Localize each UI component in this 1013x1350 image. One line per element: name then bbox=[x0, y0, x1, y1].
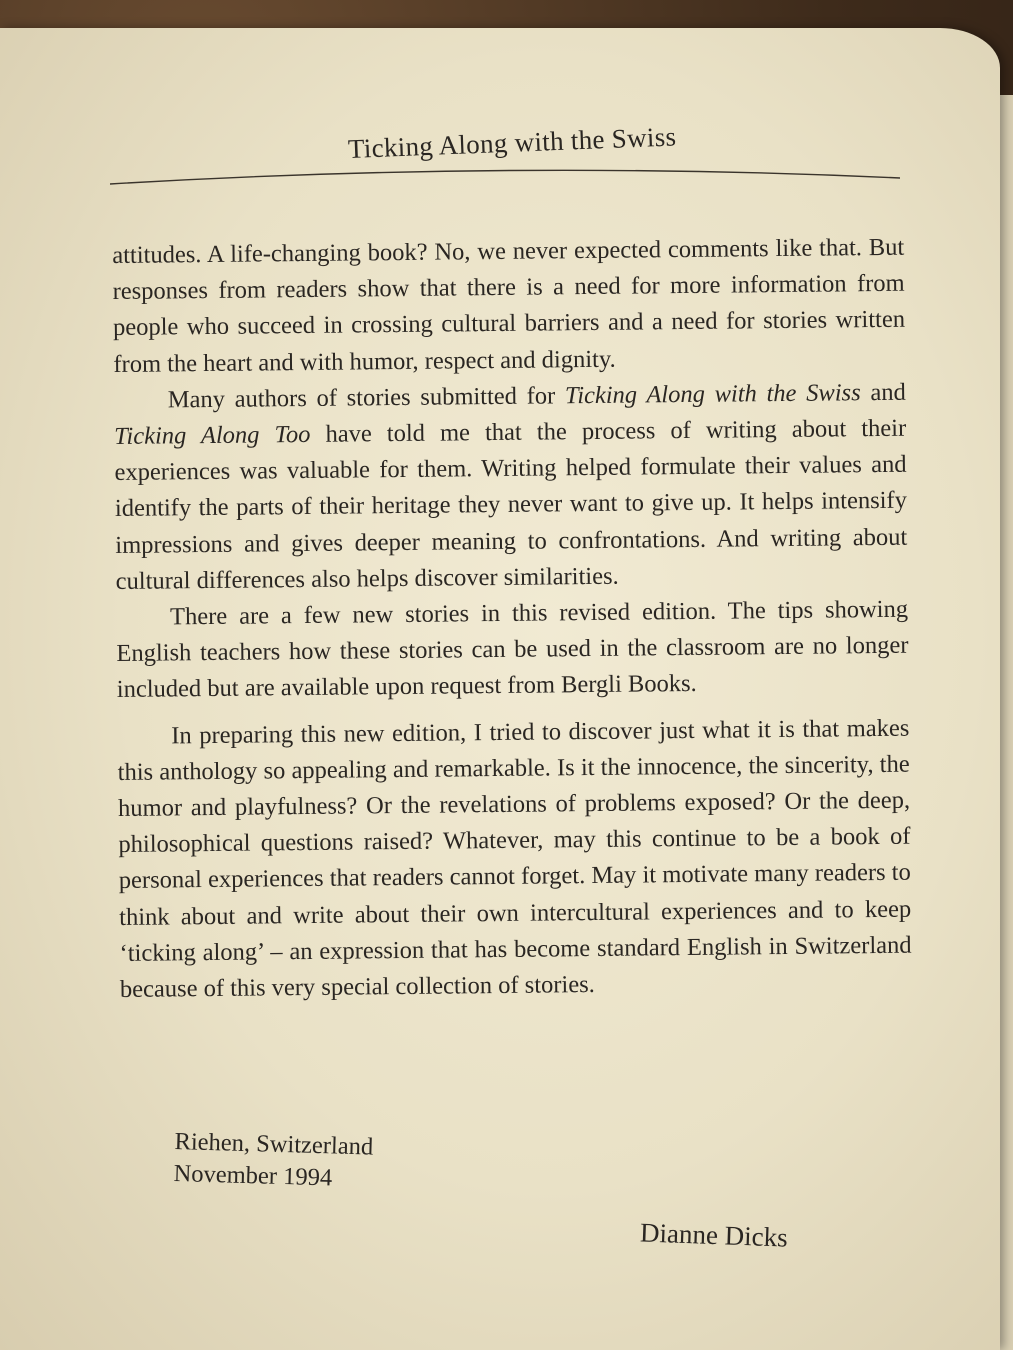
paragraph-2-text-c: have told me that the process of writing about their experiences was valuable for them. Writing helped formulate their values and identify the parts of their heritage they never want to give up. It helps intensify impressions and gives deeper meaning to confrontations. And writing about cultural differences also helps discover similarities. bbox=[114, 414, 908, 595]
place: Riehen, Switzerland bbox=[174, 1127, 374, 1161]
header-rule bbox=[110, 110, 900, 220]
date: November 1994 bbox=[173, 1159, 333, 1192]
paragraph-1: attitudes. A life-changing book? No, we never expected comments like that. But responses from readers show that there is a need for more information from people who succeed in crossing cultural barriers and a need for stories written from the heart and with humor, respect and dignity. bbox=[112, 233, 906, 378]
running-header bbox=[110, 110, 900, 220]
body-text bbox=[112, 220, 912, 1009]
book-title-1: Ticking Along with the Swiss bbox=[564, 378, 861, 410]
book-page bbox=[0, 28, 1000, 1350]
paragraph-2 bbox=[114, 375, 908, 601]
paragraph-4: In preparing this new edition, I tried to discover just what it is that makes this anthology so appealing and remarkable. Is it the innocence, the sincerity, the humor and playfulness? Or the revelations of problems exposed? Or the deep, philosophical questions raised? Whatever, may this continue to be a book of personal experiences that readers cannot forget. May it motivate many readers to think about and write about their own intercultural experiences and to keep ‘ticking along’ – an expression that has become standard English in Switzerland because of this very special collection of stories. bbox=[117, 714, 912, 1004]
author-signature: Dianne Dicks bbox=[639, 1217, 789, 1253]
paragraph-2-text-a: Many authors of stories submitted for bbox=[167, 382, 566, 414]
paragraph-2-text-b: and bbox=[860, 378, 906, 406]
book-title-2: Ticking Along Too bbox=[114, 420, 311, 451]
running-title: Ticking Along with the Swiss bbox=[347, 121, 677, 164]
paragraph-3: There are a few new stories in this revised edition. The tips showing English teachers how these stories can be used in the classroom are no longer included but are available upon request from Bergli Books. bbox=[116, 595, 909, 704]
place-and-date bbox=[173, 1126, 373, 1196]
